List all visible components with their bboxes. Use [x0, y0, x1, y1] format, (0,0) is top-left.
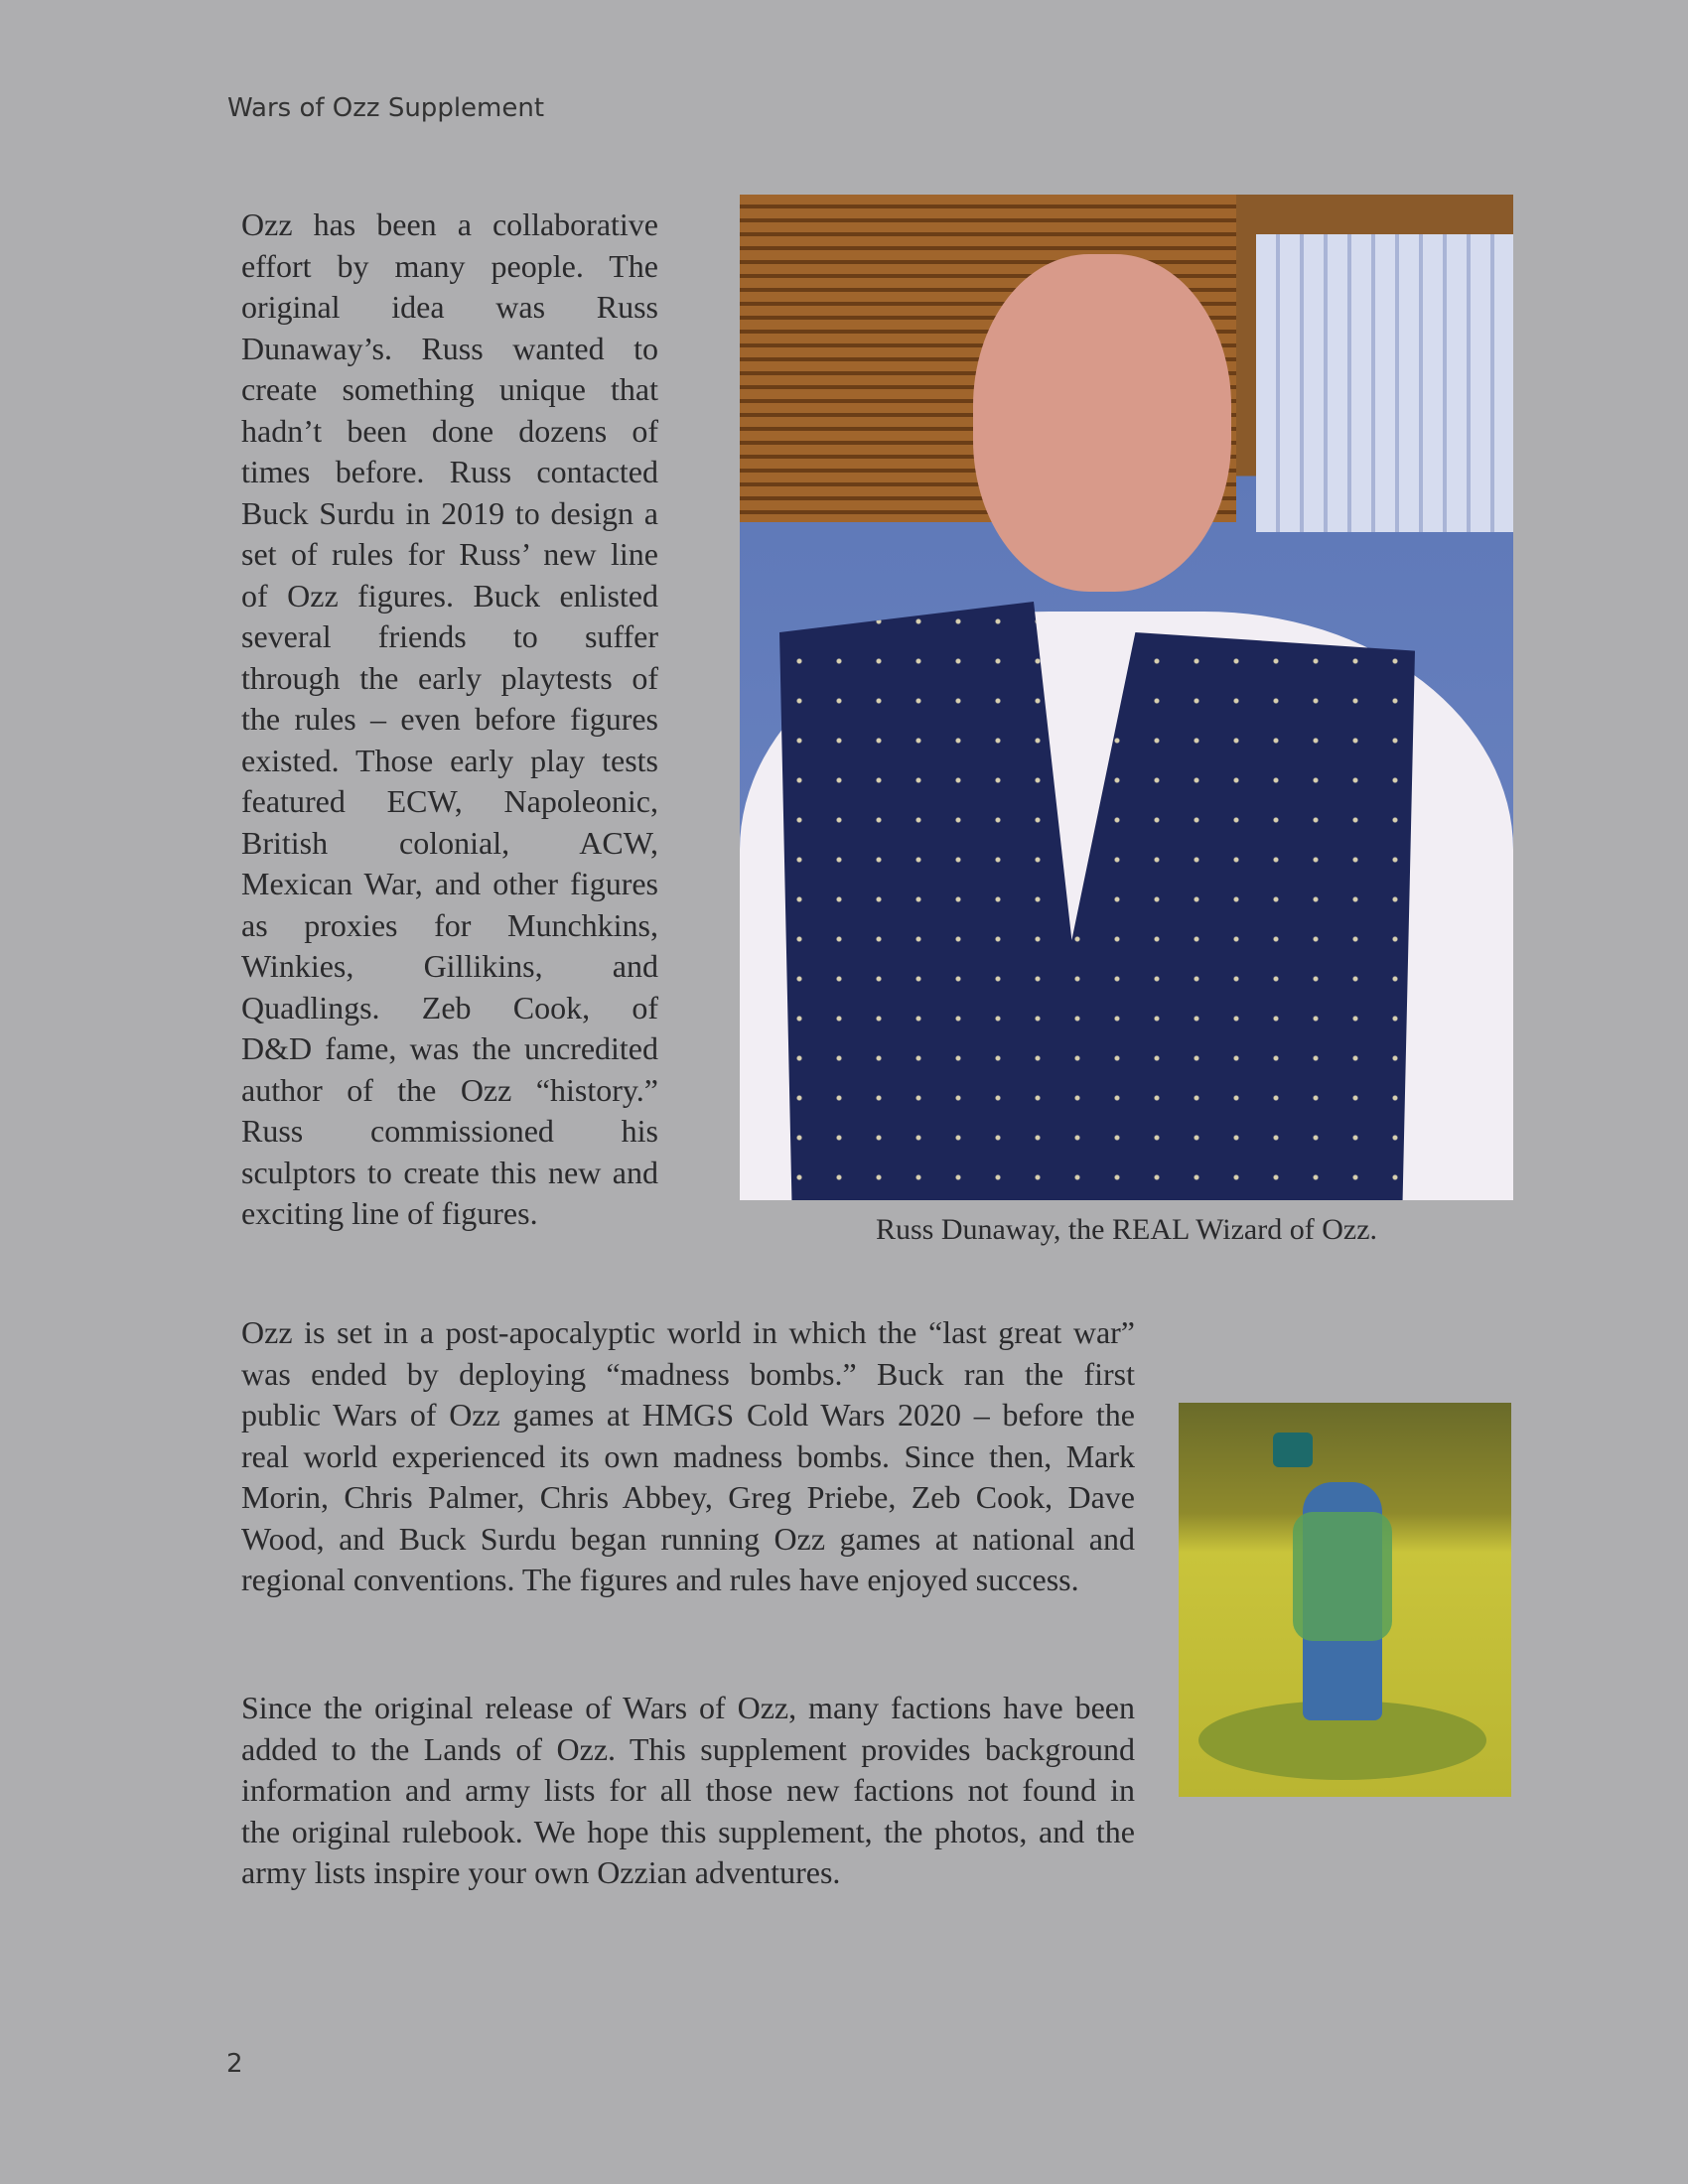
text-line: added to the Lands of Ozz. This supplement provides background: [241, 1730, 1135, 1767]
text-line: Buck Surdu in 2019 to design a: [241, 494, 658, 531]
text-line: featured ECW, Napoleonic,: [241, 783, 658, 819]
figure-hat: [1273, 1433, 1313, 1467]
text-line: public Wars of Ozz games at HMGS Cold Wars 2020 – before the: [241, 1397, 1135, 1433]
text-line: set of rules for Russ’ new line: [241, 536, 658, 572]
text-line: information and army lists for all those new factions not found in: [241, 1772, 1135, 1808]
text-line: effort by many people. The: [241, 247, 658, 284]
photo-russ-dunaway: [740, 195, 1513, 1200]
photo-caption: Russ Dunaway, the REAL Wizard of Ozz.: [875, 1213, 1378, 1246]
head: [973, 254, 1231, 592]
text-line: Ozz is set in a post-apocalyptic world in which the “last great war”: [241, 1314, 1135, 1350]
text-line: author of the Ozz “history.”: [241, 1071, 658, 1108]
text-line: exciting line of figures.: [241, 1195, 538, 1231]
text-line: regional conventions. The figures and rules have enjoyed success.: [241, 1562, 1079, 1597]
text-line: Mexican War, and other figures: [241, 866, 658, 901]
text-line: through the early playtests of: [241, 659, 658, 696]
photo-wizard-figure: [1179, 1403, 1511, 1797]
wall-panel: [1256, 234, 1513, 532]
figure-coat: [1293, 1512, 1392, 1641]
text-line: of Ozz figures. Buck enlisted: [241, 577, 658, 614]
paragraph-supplement: [241, 1688, 1135, 1894]
text-line: existed. Those early play tests: [241, 742, 658, 778]
running-header: Wars of Ozz Supplement: [227, 93, 545, 123]
text-line: Wood, and Buck Surdu began running Ozz games at national and: [241, 1520, 1135, 1557]
paragraph-setting: [241, 1312, 1135, 1601]
text-line: D&D fame, was the uncredited: [241, 1030, 658, 1066]
text-line: was ended by deploying “madness bombs.” Buck ran the first: [241, 1355, 1135, 1392]
text-line: times before. Russ contacted: [241, 454, 658, 489]
text-line: the rules – even before figures: [241, 701, 658, 737]
text-line: British colonial, ACW,: [241, 824, 658, 861]
text-line: Quadlings. Zeb Cook, of: [241, 989, 658, 1025]
text-line: the original rulebook. We hope this supplement, the photos, and the: [241, 1813, 1135, 1849]
page-number: 2: [226, 2049, 243, 2079]
text-line: Russ commissioned his: [241, 1113, 658, 1149]
text-line: hadn’t been done dozens of: [241, 412, 658, 449]
text-line: as proxies for Munchkins,: [241, 906, 658, 943]
text-line: Dunaway’s. Russ wanted to: [241, 330, 658, 366]
text-line: real world experienced its own madness bombs. Since then, Mark: [241, 1437, 1135, 1474]
text-line: Since the original release of Wars of Ozz, many factions have been: [241, 1690, 1135, 1725]
text-line: Winkies, Gillikins, and: [241, 948, 658, 984]
text-line: original idea was Russ: [241, 289, 658, 325]
intro-column: [241, 205, 658, 1235]
text-line: sculptors to create this new and: [241, 1154, 658, 1190]
text-line: army lists inspire your own Ozzian adventures.: [241, 1854, 841, 1890]
text-line: Morin, Chris Palmer, Chris Abbey, Greg Priebe, Zeb Cook, Dave: [241, 1479, 1135, 1515]
text-line: create something unique that: [241, 371, 658, 407]
text-line: several friends to suffer: [241, 618, 658, 654]
text-line: Ozz has been a collaborative: [241, 206, 658, 242]
